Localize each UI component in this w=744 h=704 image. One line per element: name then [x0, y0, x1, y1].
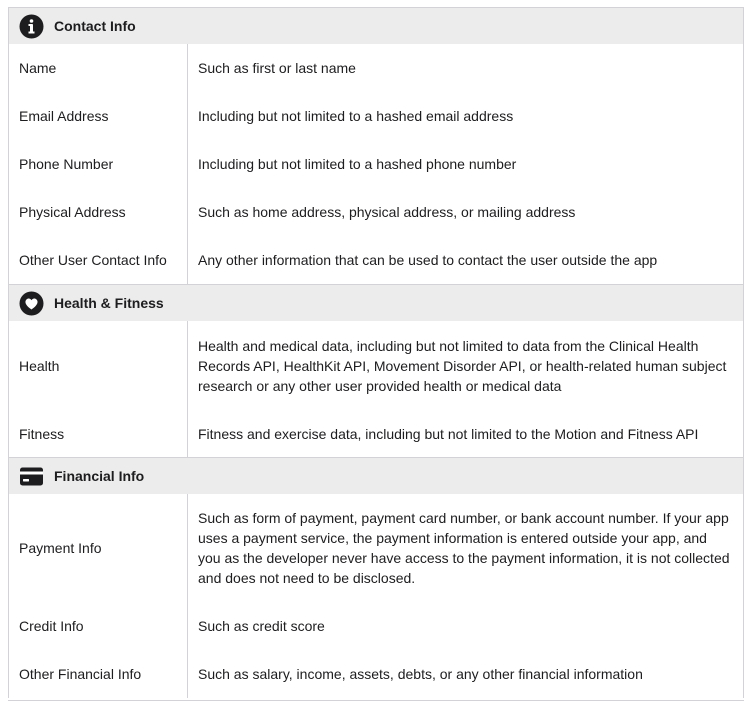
table-row: [9, 140, 743, 188]
row-description: Such as form of payment, payment card number, or bank account number. If your app uses a payment service, the payment information is entered outside your app, and you as the developer never have access to the payment information, it is not collected and does not need to be disclosed.: [198, 510, 730, 586]
row-label: Fitness: [9, 411, 188, 457]
table-row: [9, 650, 743, 698]
heart-icon: [19, 291, 44, 316]
section-header-health-fitness: [9, 284, 743, 321]
section-title: Contact Info: [54, 18, 136, 34]
credit-card-icon: [19, 464, 44, 489]
row-label: Physical Address: [9, 188, 188, 236]
row-description: Fitness and exercise data, including but not limited to the Motion and Fitness API: [198, 426, 699, 442]
table-row: [9, 44, 743, 92]
row-label: Credit Info: [9, 602, 188, 650]
row-label: Phone Number: [9, 140, 188, 188]
table-row: [9, 188, 743, 236]
info-icon: [19, 14, 44, 39]
row-description: Health and medical data, including but not limited to data from the Clinical Health Records API, HealthKit API, Movement Disorder API, or health-related human subject research or any other user provided health or medical data: [198, 338, 727, 394]
table-row: [9, 92, 743, 140]
row-label: Other Financial Info: [9, 650, 188, 698]
row-label: Payment Info: [9, 494, 188, 602]
row-label: Email Address: [9, 92, 188, 140]
section-header-contact-info: [9, 8, 743, 44]
row-description: Such as first or last name: [198, 60, 356, 76]
row-label: Name: [9, 44, 188, 92]
section-title: Health & Fitness: [54, 295, 164, 311]
row-description: Such as home address, physical address, or mailing address: [198, 204, 576, 220]
section-title: Financial Info: [54, 468, 145, 484]
section-header-financial-info: [9, 457, 743, 494]
row-description: Including but not limited to a hashed email address: [198, 108, 514, 124]
table-row: [9, 236, 743, 284]
table-bottom-border: [8, 700, 744, 701]
row-description: Including but not limited to a hashed phone number: [198, 156, 517, 172]
row-description: Any other information that can be used to contact the user outside the app: [198, 252, 658, 268]
table-row: [9, 602, 743, 650]
table-row: [9, 494, 743, 602]
data-types-table: [8, 7, 744, 698]
row-description: Such as salary, income, assets, debts, or any other financial information: [198, 666, 643, 682]
row-label: Health: [9, 321, 188, 411]
table-row: [9, 411, 743, 457]
row-description: Such as credit score: [198, 618, 325, 634]
row-label: Other User Contact Info: [9, 236, 188, 284]
table-row: [9, 321, 743, 411]
